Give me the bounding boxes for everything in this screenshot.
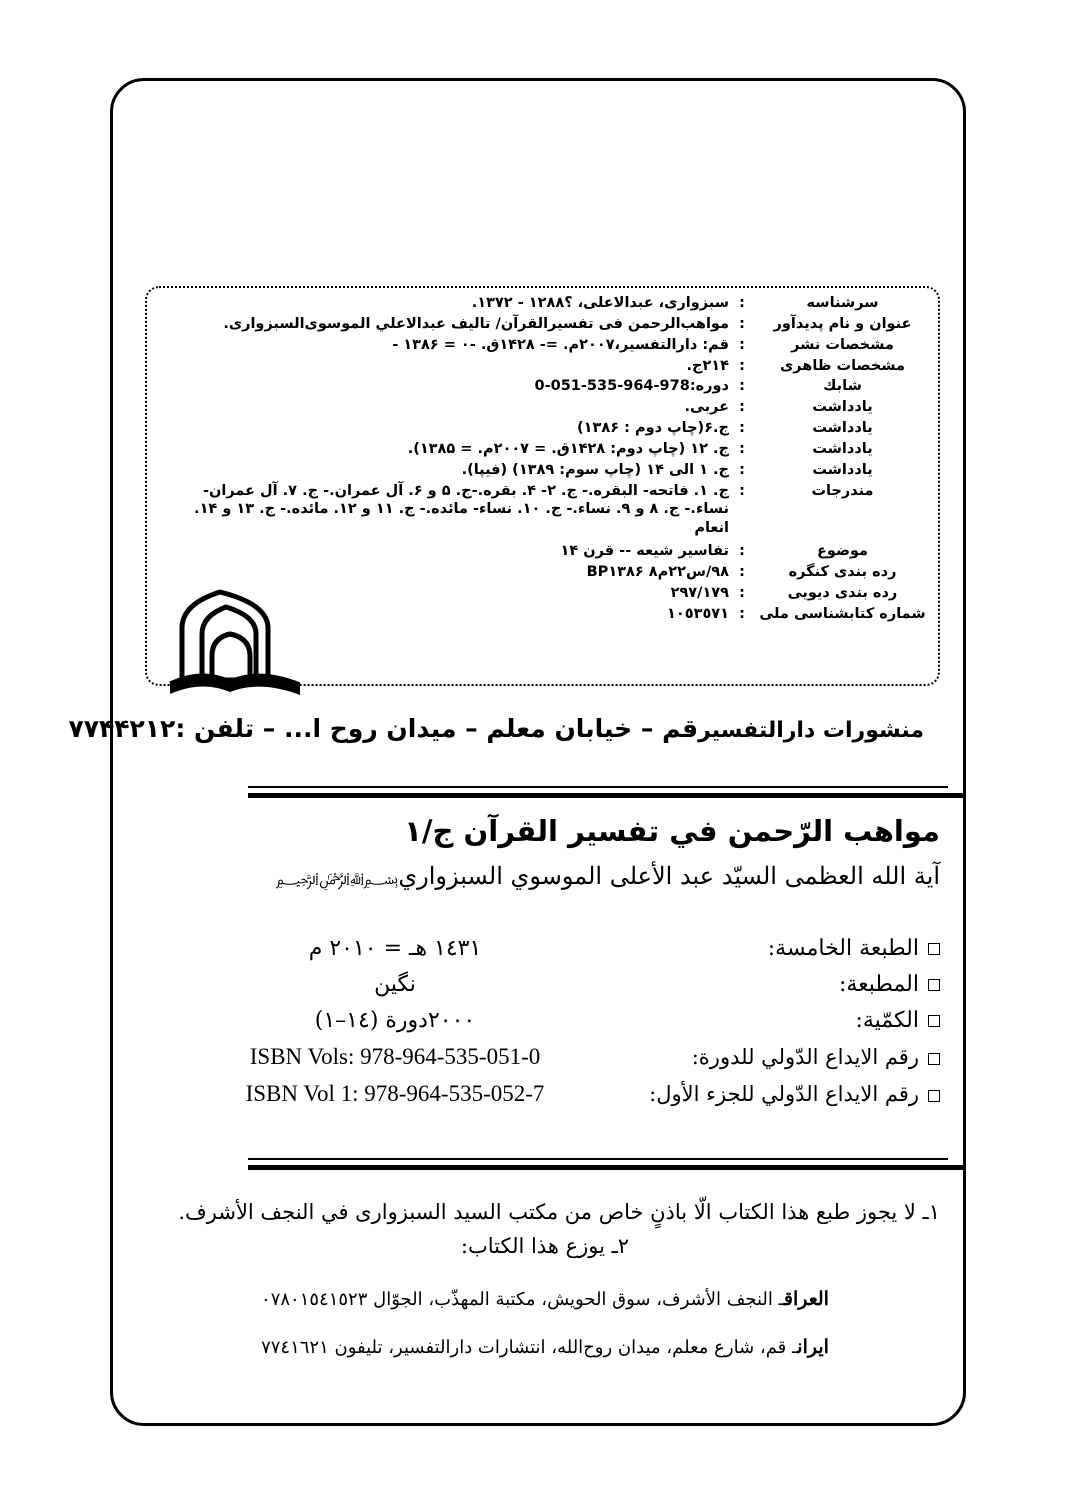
cip-label: مشخصات ظاهرى xyxy=(780,357,905,374)
meta-value: ٢٠٠٠دورة (١٤–١) xyxy=(314,1008,476,1033)
notice-distribution-heading: ٢ـ يوزع هذا الكتاب: xyxy=(460,1233,630,1258)
author-name: آية الله العظمى السيّد عبد الأعلى الموسوي السبزواري xyxy=(398,862,940,891)
distributor-detail: ـ النجف الأشرف، سوق الحويش، مكتبة المهذّب، الجوّال ٠٧٨٠١٥٤١٥٢٣ xyxy=(261,1289,784,1310)
imprint-name: منشورات دارالتفسير xyxy=(698,718,924,743)
square-bullet-icon xyxy=(928,943,940,955)
meta-row-isbn-set xyxy=(150,1044,940,1070)
cip-row xyxy=(155,440,930,459)
distributor-detail: ـ قم، شارع معلم، ميدان روح‌الله، انتشارات دارالتفسير، تليفون ٧٧٤١٦٢١ xyxy=(261,1337,798,1358)
cip-label: مندرجات xyxy=(811,482,874,499)
divider-rule-top xyxy=(248,786,948,798)
rule-thin xyxy=(248,1158,948,1160)
meta-value: نگين xyxy=(374,972,416,997)
cip-colon: : xyxy=(739,399,745,416)
meta-row-isbn-vol1 xyxy=(150,1081,940,1107)
meta-label: المطبعة: xyxy=(838,972,919,997)
meta-label-wrap xyxy=(640,972,940,997)
distributor-list xyxy=(150,1288,940,1384)
cip-value: ٢١۴ج. xyxy=(686,357,729,374)
cip-colon: : xyxy=(739,378,745,395)
cip-row xyxy=(155,419,930,438)
isbn-vol1-value: ISBN Vol 1: 978-964-535-052-7 xyxy=(245,1081,545,1106)
isbn-set-value: ISBN Vols: 978-964-535-051-0 xyxy=(249,1044,541,1069)
meta-row-quantity xyxy=(150,1008,940,1033)
rule-thick xyxy=(248,1165,966,1170)
cip-value: ج.۶(چاپ دوم : ١٣٨۶) xyxy=(577,420,729,437)
distributor-country: ايران xyxy=(797,1336,829,1358)
meta-label: الكمّية: xyxy=(855,1008,919,1033)
meta-label-wrap xyxy=(640,936,940,961)
cip-colon: : xyxy=(739,605,745,622)
cip-value: تفاسير شيعه -- قرن ١۴ xyxy=(560,543,729,560)
cip-row xyxy=(155,398,930,417)
title-block xyxy=(150,812,940,892)
cip-label: مشخصات نشر xyxy=(791,336,894,353)
cip-row xyxy=(155,563,930,582)
book-title: مواهب الرّحمن في تفسير القرآن ج/١ xyxy=(404,814,940,848)
cip-label: يادداشت xyxy=(812,440,873,457)
honorific-symbol: ﷽ xyxy=(275,869,399,889)
cip-value: ج. ١ الى ١۴ (چاپ سوم: ١٣٨٩) (فيپا). xyxy=(461,461,729,478)
square-bullet-icon xyxy=(928,979,940,991)
cip-row xyxy=(155,377,930,396)
cip-value: BP٩٨/س٢٢م٨ ١٣٨۶ xyxy=(586,563,729,580)
cip-colon: : xyxy=(739,295,745,311)
cip-colon: : xyxy=(739,315,745,332)
legal-notices xyxy=(150,1196,940,1263)
cip-colon: : xyxy=(739,357,745,374)
cip-label: رده بندى ديويى xyxy=(787,584,898,601)
cip-row xyxy=(155,461,930,480)
cip-value: ج. ١. فاتحه- البقره.- ج. ٢- ۴. بقره.-ج. ۵ و ۶. آل عمران.- ج. ٧. آل عمران- نساء.- ج. ٨ و ٩. نساء.- ج. ١٠. نساء- مائده.- ج. ١١ و ١٢. مائده.- ج. ١٣ و ١۴. انعام xyxy=(194,482,729,537)
cip-colon: : xyxy=(739,482,745,499)
cip-row xyxy=(155,542,930,561)
cip-row xyxy=(155,294,930,313)
meta-value: ١٤٣١ هـ = ٢٠١٠ م xyxy=(308,936,482,961)
square-bullet-icon xyxy=(928,1015,940,1027)
cip-value: ١٠٥٣٥٧١ xyxy=(667,605,729,622)
book-author xyxy=(150,861,940,892)
cip-label: موضوع xyxy=(816,543,869,560)
square-bullet-icon xyxy=(928,1053,940,1065)
cip-colon: : xyxy=(739,440,745,457)
meta-label-wrap xyxy=(640,1082,940,1106)
cip-row-contents xyxy=(155,482,930,539)
cip-colon: : xyxy=(739,420,745,437)
cip-label: شابك xyxy=(823,378,862,395)
meta-label: رقم الايداع الدّولي للدورة: xyxy=(691,1045,919,1069)
cip-label: سرشناسه xyxy=(806,295,879,311)
notice-copyright: ١ـ لا يجوز طبع هذا الكتاب الّا باذنٍ خاص من مكتب السيد السبزوارى في النجف الأشرف. xyxy=(178,1200,940,1224)
cip-label: يادداشت xyxy=(812,399,873,416)
meta-label-wrap xyxy=(640,1045,940,1069)
publisher-address-line xyxy=(68,714,940,743)
cip-value: سبزوارى، عبدالاعلى، ؟١٢٨٨ - ١٣٧٢. xyxy=(471,295,729,311)
cip-colon: : xyxy=(739,543,745,560)
cip-label: عنوان و نام پديدآور xyxy=(773,315,912,332)
distributor-country: العراق xyxy=(783,1288,829,1310)
cip-label: شماره كتابشناسى ملى xyxy=(759,605,926,622)
meta-label-wrap xyxy=(640,1008,940,1033)
publisher-logo-icon xyxy=(168,588,303,706)
cip-value: ٢٩٧/١٧٩ xyxy=(670,584,729,601)
cip-value: عربى. xyxy=(684,399,729,416)
cip-row xyxy=(155,315,930,334)
cip-value: ج. ١٢ (چاپ دوم: ١۴٢٨ق. = ٢٠٠٧م. = ١٣٨۵). xyxy=(407,440,729,457)
cip-label: يادداشت xyxy=(812,420,873,437)
meta-row-edition xyxy=(150,936,940,961)
divider-rule-bottom xyxy=(248,1158,948,1170)
cip-row xyxy=(155,357,930,376)
distributor-row xyxy=(150,1336,940,1358)
meta-row-press xyxy=(150,972,940,997)
distributor-row xyxy=(150,1288,940,1310)
cip-colon: : xyxy=(739,563,745,580)
meta-label: الطبعة الخامسة: xyxy=(767,936,919,961)
cip-colon: : xyxy=(739,461,745,478)
cip-label: يادداشت xyxy=(812,461,873,478)
rule-thin xyxy=(248,786,948,788)
cip-colon: : xyxy=(739,584,745,601)
address-text: قم – خيابان معلم – ميدان روح ا... – تلفن :٧٧۴۴٢١٢ xyxy=(68,714,699,743)
cip-value-isbn: دوره:978-964-535-051-0 xyxy=(534,378,729,395)
cip-colon: : xyxy=(739,336,745,353)
cip-label: رده بندى كنگره xyxy=(788,563,897,580)
meta-label: رقم الايداع الدّولي للجزء الأول: xyxy=(649,1082,919,1106)
cip-value: مواهب‌الرحمن فى تفسيرالقرآن/ تاليف عبدالاعلي الموسوى‌السبزوارى. xyxy=(223,315,729,332)
square-bullet-icon xyxy=(928,1090,940,1102)
cip-value: قم: دارالتفسير،٢٠٠٧م. =- ١۴٢٨ق. -٠ = ١٣٨۶ - xyxy=(392,336,729,353)
rule-thick xyxy=(248,793,966,798)
cip-row xyxy=(155,336,930,355)
edition-meta-list xyxy=(150,936,940,1118)
